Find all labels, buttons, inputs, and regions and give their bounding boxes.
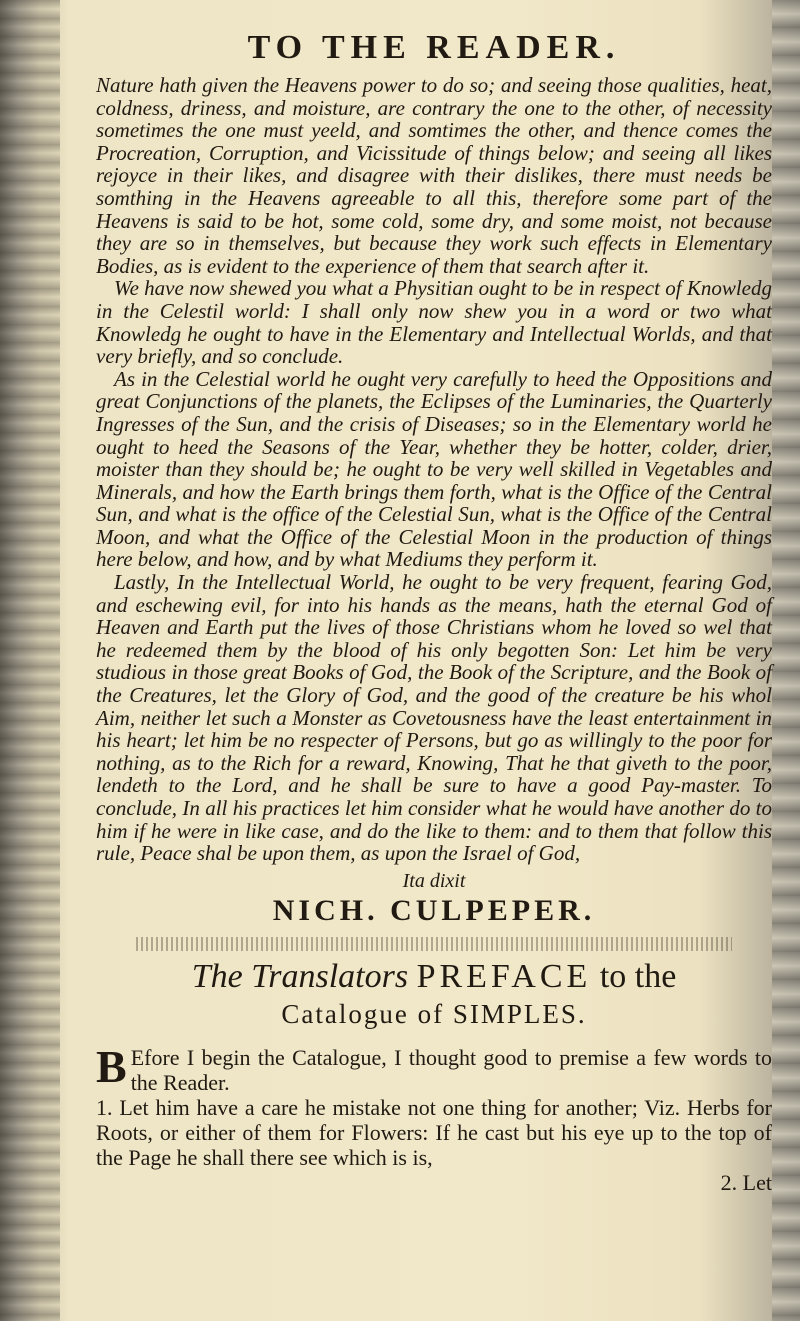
preface-title <box>96 957 772 997</box>
book-gutter <box>0 0 60 1321</box>
page-heading: TO THE READER. <box>247 29 621 66</box>
paragraph-4: Lastly, In the Intellectual World, he ought to be very frequent, fearing God, and eschewing evil, for into his hands as the means, hath the eternal God of Heaven and Earth put the lives of those Christians whom he loved so wel that he redeemed them by the blood of his only begotten Son: Let him be very studious in those great Books of God, the Book of the Scripture, and the Book of the Creatures, let the Glory of God, and the good of the creature be his whol Aim, neither let such a Monster as Covetousness have the least entertainment in his heart; let him be no respecter of Persons, but go as willingly to the poor for nothing, as to the Rich for a reward, Knowing, That he that giveth to the poor, lendeth to the Lord, and he shall be sure to have a good Pay-master. To conclude, In all his practices let him consider what he would have another do to him if he were in like case, and do the like to them: and to them that follow this rule, Peace shal be upon them, as upon the Israel of God, <box>96 570 772 866</box>
page-edge <box>772 0 800 1321</box>
paragraph-2: We have now shewed you what a Physitian ought to be in respect of Knowledg in the Celestil world: I shall only now shew you in a word or two what Knowledg he ought to have in the Elementary and Intellectual Worlds, and that very briefly, and so conclude. <box>96 276 772 369</box>
catalogue-title: Catalogue of SIMPLES. <box>281 998 587 1029</box>
preface-word: PREFACE <box>416 957 592 995</box>
preface-tothe: to the <box>599 957 677 995</box>
preface-translators: The Translators <box>191 957 409 995</box>
preface-intro: B Efore I begin the Catalogue, I thought good to premise a few words to the Reader. <box>96 1040 772 1095</box>
catchword: 2. Let <box>720 1169 772 1195</box>
paragraph-1: Nature hath given the Heavens power to do so; and seeing those qualities, heat, coldness, driness, and moisture, are contrary the one to the other, of necessity sometimes the one must yeeld, and somtimes the other, and thence comes the Procreation, Corruption, and Vicissitude of things below; and seeing all likes rejoyce in their likes, and disagree with their dislikes, there must needs be somthing in the Heavens agreeable to all this, therefore some part of the Heavens is said to be hot, some cold, some dry, and some moist, not because they are so in themselves, but because they work such effects in Elementary Bodies, as is evident to the experience of them that search after it. <box>96 73 772 278</box>
signoff <box>96 869 772 929</box>
ornamental-rule <box>136 937 732 951</box>
dropcap-b: B <box>96 1040 127 1092</box>
ita-dixit: Ita dixit <box>402 869 466 892</box>
preface-body <box>96 1040 772 1195</box>
page-content <box>96 28 772 1195</box>
paragraph-3: As in the Celestial world he ought very carefully to heed the Oppositions and great Conjunctions of the planets, the Eclipses of the Luminaries, the Quarterly Ingresses of the Sun, and the crisis of Diseases; so in the Elementary world he ought to heed the Seasons of the Year, whether they be hotter, colder, drier, moister than they should be; he ought to be very well skilled in Vegetables and Minerals, and how the Earth brings them forth, what is the Office of the Central Sun, and what is the office of the Celestial Sun, what is the Office of the Central Moon, and what the Office of the Celestial Moon in the production of things here below, and how, and by what Mediums they perform it. <box>96 366 772 572</box>
signature: NICH. CULPEPER. <box>272 893 596 927</box>
preface-rule-1: 1. Let him have a care he mistake not one thing for another; Viz. Herbs for Roots, or either of them for Flowers: If he cast but his eye up to the top of the Page he shall there see which is is, <box>96 1094 772 1170</box>
reader-address <box>96 74 772 865</box>
